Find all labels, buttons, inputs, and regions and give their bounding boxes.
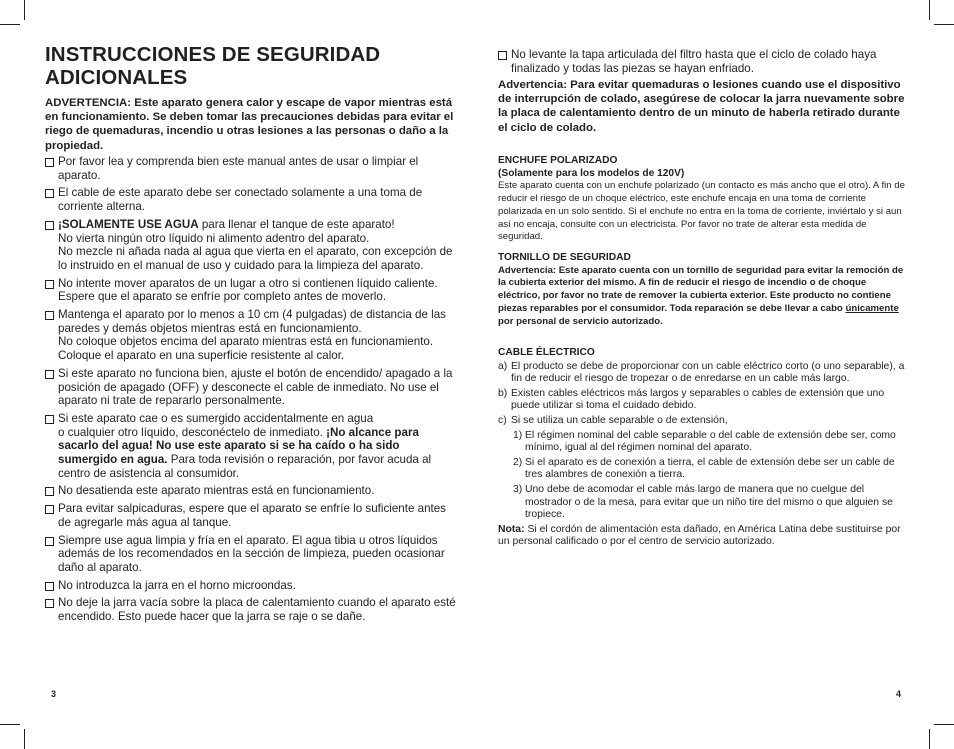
electric-cord-section: [498, 347, 908, 549]
safety-list: [45, 155, 457, 628]
list-item: No deje la jarra vacía sobre la placa de calentamiento cuando el aparato esté encendido. Esto puede hacer que la jarra se raje o se dañe.: [45, 596, 457, 623]
checkbox-icon: [45, 158, 54, 167]
checkbox-icon: [45, 189, 54, 198]
polarized-plug-section: [498, 155, 908, 244]
crop-mark: [0, 724, 20, 725]
list-item: No introduzca la jarra en el horno microondas.: [45, 579, 457, 593]
checkbox-icon: [45, 370, 54, 379]
checkbox-icon: [45, 505, 54, 514]
checkbox-icon: [45, 599, 54, 608]
checkbox-icon: [45, 487, 54, 496]
crop-mark: [929, 729, 930, 749]
list-item: Mantenga el aparato por lo menos a 10 cm (4 pulgadas) de distancia de las paredes y demás objetos mientras está en funcionamiento. No coloque objetos encima del aparato mientras está en funcionamiento. Coloque el aparato en una superficie resistente al calor.: [45, 308, 457, 363]
list-item: c) Si se utiliza un cable separable o de extensión,: [498, 414, 728, 426]
list-item: 3) Uno debe de acomodar el cable más largo de manera que no cuelgue del mostrador o de la mesa, para evitar que un niño tire del mismo o que alguien se tropiece.: [513, 483, 893, 521]
list-item: 1) El régimen nominal del cable separable o del cable de extensión debe ser, como mínimo, igual al del régimen nominal del aparato.: [513, 429, 896, 454]
section-body: Este aparato cuenta con un enchufe polarizado (un contacto es más ancho que el otro). A fin de reducir el riesgo de un choque eléctrico, este enchufe encaja en una toma de corriente polarizada en un solo sentido. Si el enchufe no entra en la toma de corriente, inviértalo y si aun así no encaja, consulte con un electricista. Por favor no trate de alterar esta medida de seguridad.: [498, 180, 905, 243]
checkbox-icon: [45, 582, 54, 591]
checkbox-icon: [45, 311, 54, 320]
section-heading: ENCHUFE POLARIZADO: [498, 155, 618, 166]
section-body: Advertencia: Este aparato cuenta con un tornillo de seguridad para evitar la remoción de la cubierta exterior del mismo. A fin de reducir el riesgo de incendio o de choque eléctrico, por favor no trate de remover la cubierta exterior. Este producto no contiene piezas reparables por el consumidor. Toda reparación se debe llevar a cabo únicamente por personal de servicio autorizado.: [498, 264, 904, 327]
crop-mark: [929, 0, 930, 20]
safety-list: [498, 48, 910, 79]
section-subheading: (Solamente para los modelos de 120V): [498, 167, 685, 179]
list-item: No desatienda este aparato mientras está en funcionamiento.: [45, 484, 457, 498]
checkbox-icon: [45, 537, 54, 546]
warning-paragraph: ADVERTENCIA: Este aparato genera calor y escape de vapor mientras está en funcionamiento. Se deben tomar las precauciones debidas para evitar el riego de quemaduras, incendio u otras lesiones a las personas o daño a la propiedad.: [45, 97, 454, 152]
crop-mark: [934, 24, 954, 25]
list-item: Siempre use agua limpia y fría en el aparato. El agua tibia u otros líquidos además de los recomendados en la sección de limpieza, pueden ocasionar daño al aparato.: [45, 534, 457, 575]
crop-mark: [0, 24, 20, 25]
page-title: INSTRUCCIONES DE SEGURIDAD ADICIONALES: [45, 43, 381, 89]
crop-mark: [24, 729, 25, 749]
section-heading: TORNILLO DE SEGURIDAD: [498, 252, 631, 263]
section-heading: CABLE ÉLECTRICO: [498, 347, 595, 358]
crop-mark: [934, 724, 954, 725]
page-number: 4: [896, 689, 902, 699]
list-item: Para evitar salpicaduras, espere que el aparato se enfríe lo suficiente antes de agregarle más agua al tanque.: [45, 502, 457, 529]
list-item: No intente mover aparatos de un lugar a otro si contienen líquido caliente. Espere que el aparato se enfríe por completo antes de moverlo.: [45, 277, 457, 304]
warning-paragraph: Advertencia: Para evitar quemaduras o lesiones cuando use el dispositivo de interrupción de colado, asegúrese de colocar la jarra nuevamente sobre la placa de calentamiento dentro de un minuto de haberla retirado durante el ciclo de colado.: [498, 79, 905, 134]
list-item: 2) Si el aparato es de conexión a tierra, el cable de extensión debe ser un cable de tres alambres de conexión a tierra.: [513, 456, 895, 481]
list-item: a) El producto se debe de proporcionar con un cable eléctrico corto (o uno separable), a fin de reducir el riesgo de tropezar o de enredarse en un cable más largo.: [498, 360, 905, 385]
page-number: 3: [51, 689, 57, 699]
list-item: Si este aparato cae o es sumergido accidentalmente en agua o cualquier otro líquido, desconéctelo de inmediato. ¡No alcance para sacarlo del agua! No use este aparato si se ha caído o ha sido sumergido en agua. Para toda revisión o reparación, por favor acuda al centro de asistencia al consumidor.: [45, 412, 457, 481]
checkbox-icon: [45, 280, 54, 289]
list-item: El cable de este aparato debe ser conectado solamente a una toma de corriente alterna.: [45, 186, 457, 213]
crop-mark: [24, 0, 25, 20]
note-paragraph: Nota: Si el cordón de alimentación esta dañado, en América Latina debe sustituirse por un personal calificado o por el centro de servicio autorizado.: [498, 523, 901, 548]
list-item: No levante la tapa articulada del filtro hasta que el ciclo de colado haya finalizado y todas las piezas se hayan enfriado.: [498, 48, 910, 75]
checkbox-icon: [45, 221, 54, 230]
list-item: Si este aparato no funciona bien, ajuste el botón de encendido/ apagado a la posición de apagado (OFF) y desconecte el cable de inmediato. No use el aparato ni trate de repararlo personalmente.: [45, 367, 457, 408]
list-item: ¡SOLAMENTE USE AGUA para llenar el tanque de este aparato! No vierta ningún otro líquido ni alimento adentro del aparato. No mezcle ni añada nada al agua que vierta en el aparato, con excepción de lo instruido en el manual de uso y cuidado para la limpieza del aparato.: [45, 218, 457, 273]
safety-screw-section: [498, 252, 908, 329]
checkbox-icon: [498, 51, 507, 60]
list-item: Por favor lea y comprenda bien este manual antes de usar o limpiar el aparato.: [45, 155, 457, 182]
list-item: b) Existen cables eléctricos más largos y separables o cables de extensión que uno puede utilizar si toma el cuidado debido.: [498, 387, 885, 412]
checkbox-icon: [45, 415, 54, 424]
